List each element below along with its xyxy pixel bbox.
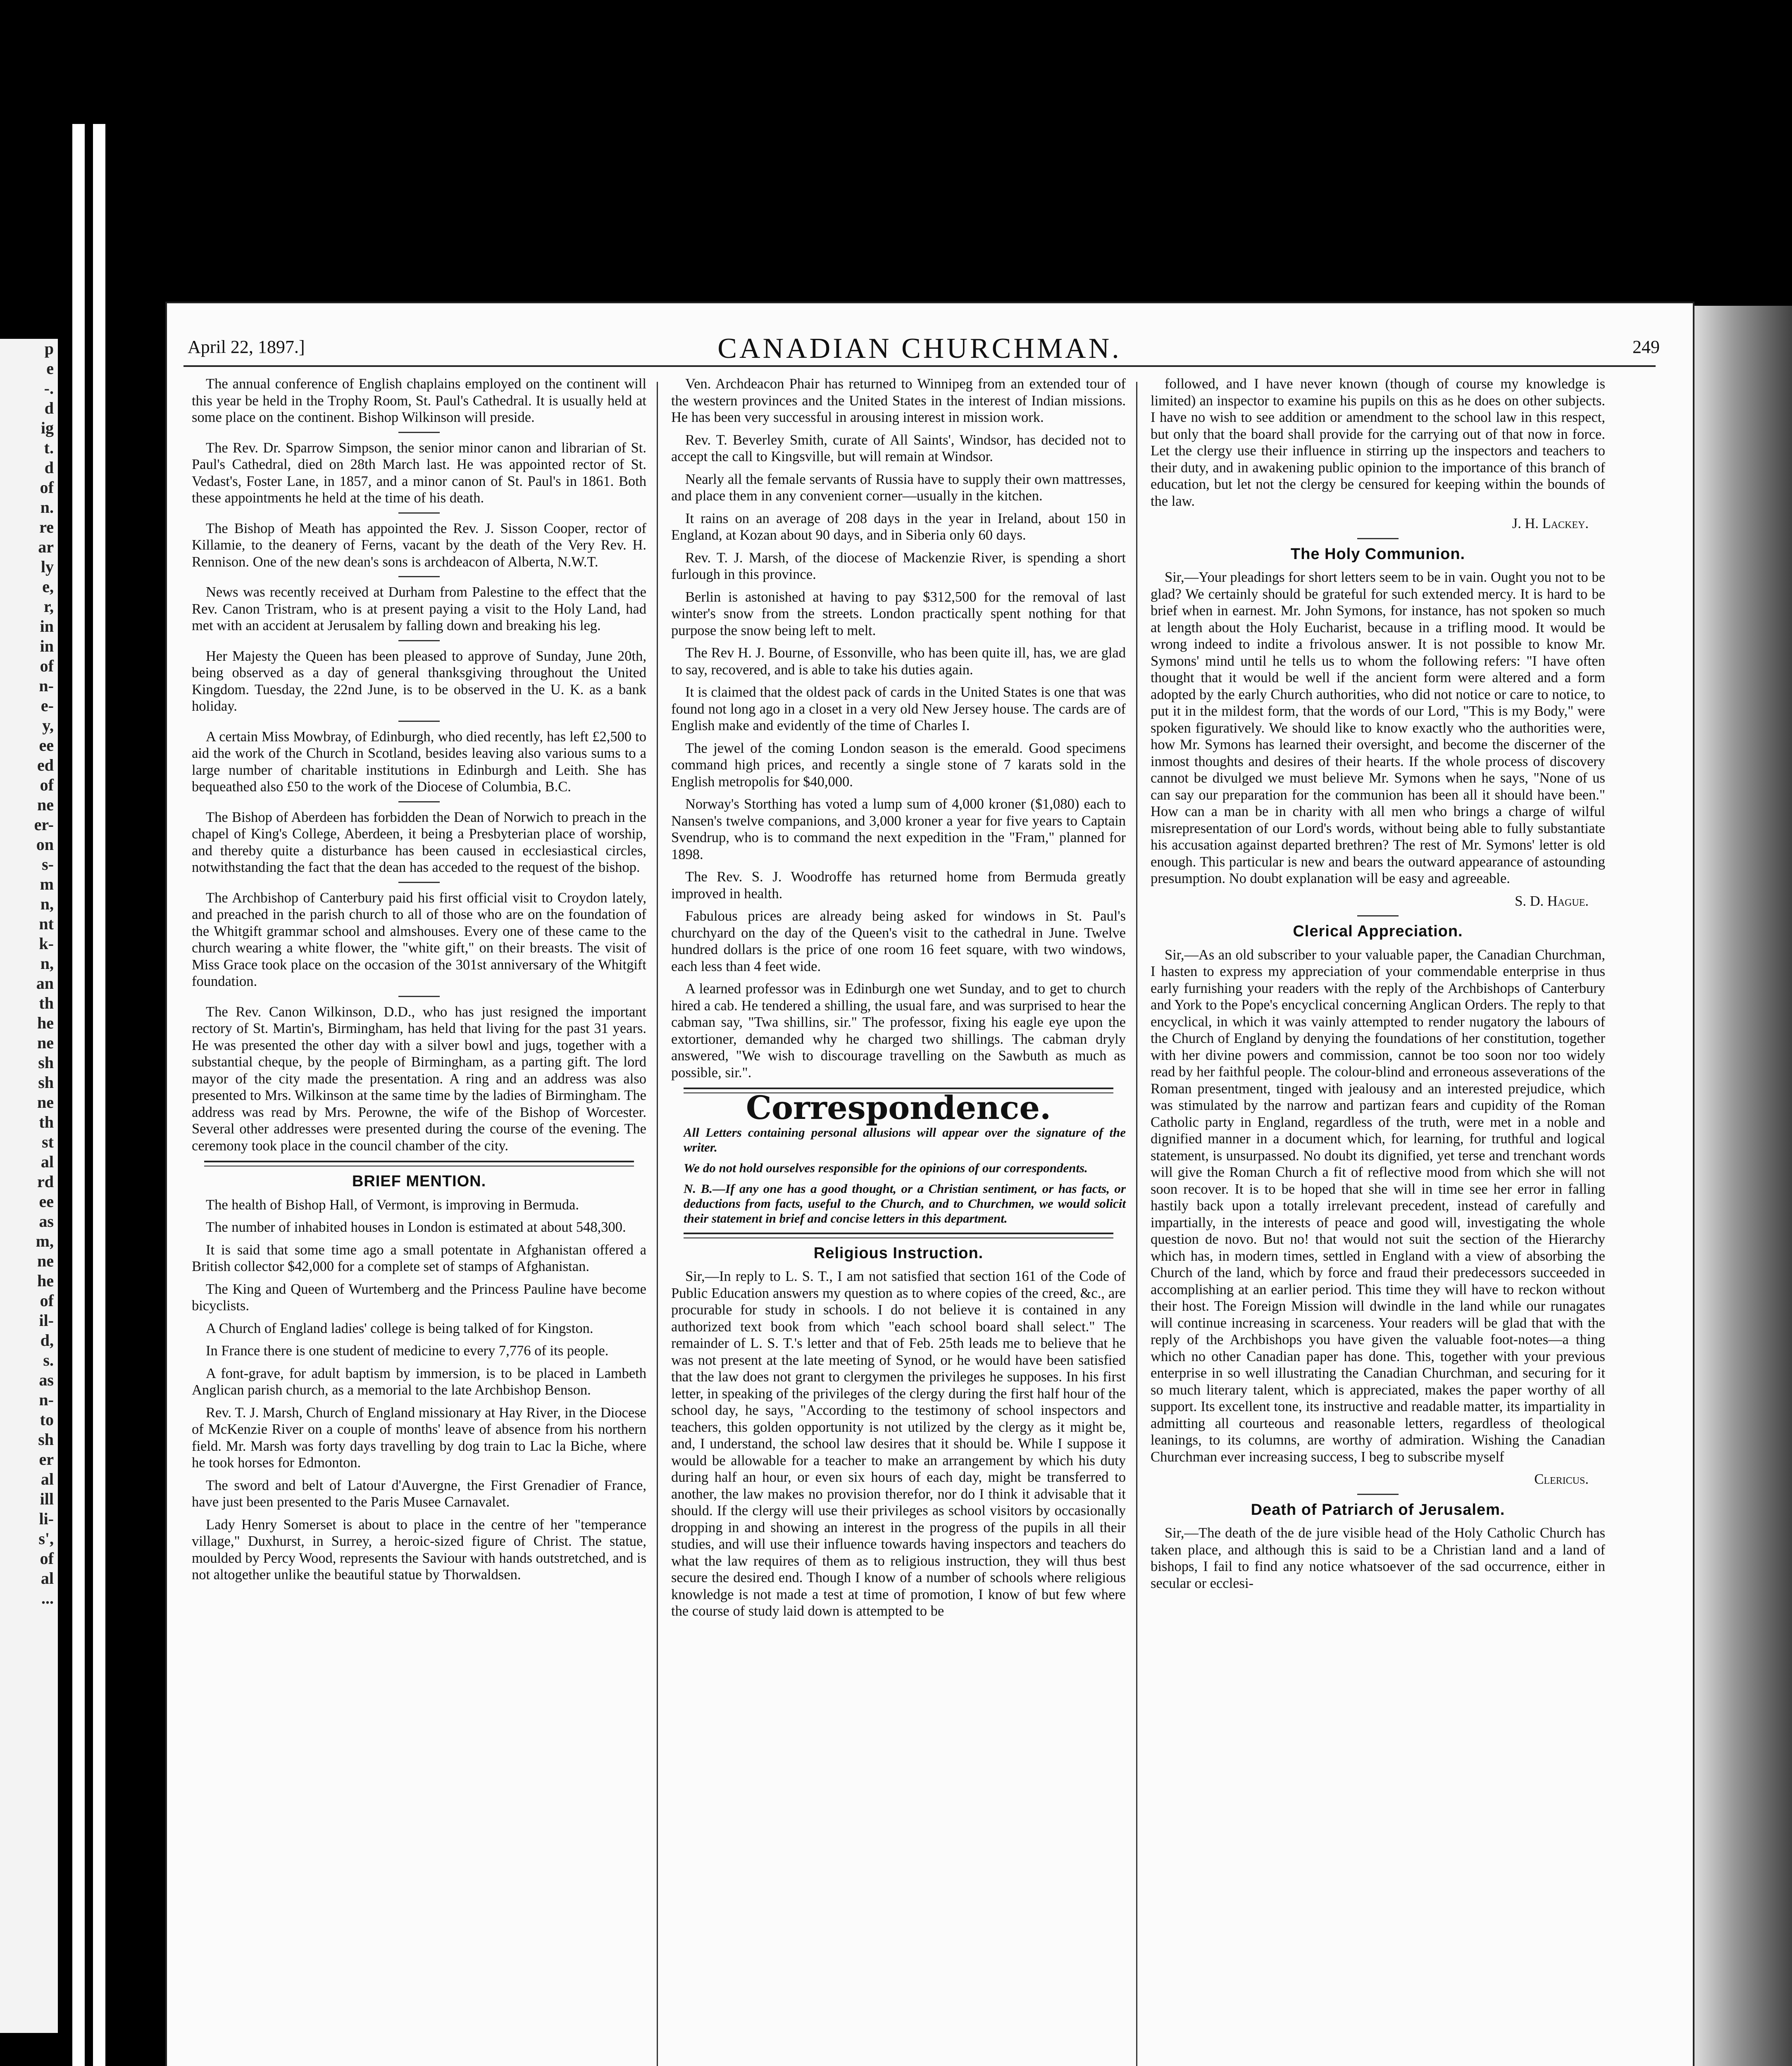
news-paragraph: The Archbishop of Canterbury paid his first official visit to Croydon lately, and preached in the parish church to all of those who are on the foundation of the Whitgift grammar school and almshouses. Every one of these came to the church wearing a white flower, the "white gift," on their breasts. The visit of Miss Grace took place on the occasion of the 301st anniversary of the Whitgift foundation. xyxy=(192,890,646,989)
margin-fragment: d, xyxy=(40,1331,54,1350)
separator-rule xyxy=(398,882,440,883)
column-2 xyxy=(671,376,1126,1626)
correspondence-title: Correspondence. xyxy=(746,1089,1051,1127)
separator-rule xyxy=(398,576,440,577)
margin-fragment: er- xyxy=(34,815,54,834)
margin-fragment: al xyxy=(41,1470,54,1488)
margin-fragment: -. xyxy=(44,379,54,397)
separator-rule xyxy=(398,721,440,722)
margin-fragment: as xyxy=(39,1212,54,1231)
separator-rule xyxy=(398,996,440,997)
news-paragraph: Norway's Storthing has voted a lump sum of 4,000 kroner ($1,080) each to Nansen's twelve companions, and 3,000 kroner a year for five years to Captain Svendrup, who is to command the next expedition in the "Fram," planned for 1898. xyxy=(671,796,1126,862)
news-paragraph: Her Majesty the Queen has been pleased to approve of Sunday, June 20th, being observed as a day of general thanksgiving throughout the United Kingdom. Tuesday, the 22nd June, is to be observed in the U. K. as a bank holiday. xyxy=(192,648,646,714)
margin-fragment: ly xyxy=(41,557,54,576)
news-paragraph: The Rev. Canon Wilkinson, D.D., who has just resigned the important rectory of St. Martin's, Birmingham, has held that living for the past 31 years. He was presented the other day with a silver bowl and jugs, together with a substantial cheque, by the people of Birmingham, as a parting gift. The lord mayor of the city made the presentation. A ring and an address was also presented to Mrs. Wilkinson at the same time by the ladies of Birmingham. The address was read by Mrs. Perowne, the wife of the Bishop of Worcester. Several other addresses were presented during the course of the evening. The ceremony took place in the council chamber of the city. xyxy=(192,1004,646,1154)
margin-fragment: s', xyxy=(38,1529,54,1548)
editorial-notice: N. B.—If any one has a good thought, or a Christian sentiment, or has facts, or deductions from facts, useful to the Church, and to Churchmen, we would solicit their statement in brief and concise letters in this department. xyxy=(684,1181,1126,1226)
news-paragraph: The Rev. Dr. Sparrow Simpson, the senior minor canon and librarian of St. Paul's Cathedral, died on 28th March last. He was appointed rector of St. Vedast's, Foster Lane, in 1857, and a minor canon of St. Paul's in 1861. Both these appointments he held at the time of his death. xyxy=(192,440,646,506)
column-1 xyxy=(192,376,646,1589)
letter-body: Sir,—As an old subscriber to your valuable paper, the Canadian Churchman, I hasten to express my appreciation of your commendable enterprise in thus early furnishing your readers with the reply of the Archbishops of Canterbury and York to the Pope's encyclical concerning Anglican Orders. The reply to that encyclical, in which it was vainly attempted to render nugatory the labours of the Church of England by denying the foundations of her constitution, together with her divine powers and commission, cannot be too soon nor too widely read by her faithful people. The colour-blind and erroneous asseverations of the Roman presentment, tinged with jealousy and an interested prejudice, which was stimulated by the narrow and partizan fears and cupidity of the Roman Catholic party in England, regardless of the truth, were met in a noble and dignified manner in a document which, for learning, for truthful and logical statement, is unsurpassed. No doubt its dignified, yet terse and trenchant words will give the Roman Church a fit of reflective mood from which she will not soon recover. It is to be hoped that she will in time see her error in falling hastily back upon a totally irrelevant precedent, instead of carefully and impartially, in the interests of peace and good will, investigating the whole question de novo. But no! that would not suit the section of the Hierarchy which has, in modern times, settled in England with a view of absorbing the Church of the land, which by force and fraud their predecessors succeeded in accomplishing at an earlier period. This time they will have to reckon without their host. The Foreign Mission will dwindle in the land while our runagates will continue increasing in scarceness. Your readers will be glad that with the reply of the Archbishops you have given the valuable foot-notes—a thing which no other Canadian paper has done. This, together with your previous enterprise in so well illustrating the Canadian Churchman, and securing for it so much literary talent, which is appreciated, makes the paper worthy of all support. Its excellent tone, its instructive and readable matter, its impartiality in admitting all courteous and reasonable letters, regardless of theological leanings, to its columns, are worthy of admiration. Wishing the Canadian Churchman ever increasing success, I beg to subscribe myself xyxy=(1151,947,1605,1465)
margin-fragment: li- xyxy=(39,1509,54,1528)
margin-fragment: re xyxy=(39,518,54,536)
separator-rule xyxy=(398,801,440,802)
header-rule xyxy=(183,365,1656,367)
brief-item: A Church of England ladies' college is being talked of for Kingston. xyxy=(206,1320,593,1336)
margin-fragment: s- xyxy=(42,855,54,874)
margin-fragment: ee xyxy=(39,736,54,755)
margin-fragment: s. xyxy=(43,1351,54,1369)
page-header xyxy=(179,328,1660,365)
news-paragraph: Ven. Archdeacon Phair has returned to Winnipeg from an extended tour of the western provinces and the United States in the interest of Indian missions. He has been very successful in arousing interest in mission work. xyxy=(671,376,1126,425)
margin-fragment: ee xyxy=(39,1192,54,1211)
margin-fragment: n- xyxy=(39,676,54,695)
news-paragraph: The Rev H. J. Bourne, of Essonville, who has been quite ill, has, we are glad to say, recovered, and is able to take his duties again. xyxy=(671,645,1126,678)
column-divider xyxy=(657,382,658,2066)
margin-fragment: in xyxy=(40,637,54,655)
news-paragraph: The Bishop of Meath has appointed the Rev. J. Sisson Cooper, rector of Killamie, to the deanery of Ferns, vacant by the death of the Very Rev. H. Rennison. One of the new dean's sons is archdeacon of Alberta, N.W.T. xyxy=(192,520,646,570)
brief-item: Rev. T. J. Marsh, Church of England missionary at Hay River, in the Diocese of McKenzie River on a couple of months' leave of absence from his northern field. Mr. Marsh was forty days travelling by dog train to Lac la Biche, where he took horses for Edmonton. xyxy=(192,1404,646,1471)
margin-fragment: e, xyxy=(42,577,54,596)
letter-body: Sir,—In reply to L. S. T., I am not satisfied that section 161 of the Code of Public Education answers my question as to where copies of the creed, &c., are procurable for study in schools. I do not believe it is contained in any authorized text book from which "each school board shall select." The remainder of L. S. T.'s letter and that of Feb. 25th leads me to believe that he was not present at the late meeting of Synod, or he would have been satisfied that the law does not grant to clergymen the privileges he supposes. In his first letter, in speaking of the privileges of the clergy during the first half hour of the school day, he says, "According to the testimony of school inspectors and teachers, this golden opportunity is not utilized by the clergy as it might be, and, I understand, the school law desires that it should be. While I suppose it would be allowable for a teacher to make an arrangement by which his duty during half an hour, or even six hours of each day, might be transferred to another, the law makes no provision therefor, nor do I think it advisable that it should. If the clergy will use their privileges as school visitors by occasionally dropping in and showing an interest in the progress of the pupils in all their studies, and will use their influence towards having inspectors and teachers do what the law requires of them as to religious instruction, they will thus best secure the desired end. Though I know of a number of schools where religious knowledge is not made a test at time of promotion, I know of but few where the course of study laid down is attempted to be xyxy=(671,1269,1126,1619)
margin-fragment: e xyxy=(46,359,54,378)
margin-fragment: of xyxy=(40,478,54,497)
book-binding xyxy=(1694,306,1792,2066)
margin-fragment: on xyxy=(36,835,54,854)
margin-fragment: ne xyxy=(37,1252,54,1270)
margin-fragment: of xyxy=(40,776,54,794)
margin-fragment: il- xyxy=(39,1311,54,1330)
news-paragraph: The Rev. S. J. Woodroffe has returned home from Bermuda greatly improved in health. xyxy=(671,869,1126,902)
margin-fragment: al xyxy=(41,1569,54,1588)
margin-fragment: t. xyxy=(44,438,54,457)
news-paragraph: A certain Miss Mowbray, of Edinburgh, who died recently, has left £2,500 to aid the work of the Church in Scotland, besides leaving also various sums to a large number of charitable institutions in Edinburgh and Leith. She has bequeathed also £50 to the work of the Diocese of Columbia, B.C. xyxy=(192,728,646,795)
editorial-notice: All Letters containing personal allusions will appear over the signature of the writer. xyxy=(684,1125,1126,1154)
news-paragraph: A learned professor was in Edinburgh one wet Sunday, and to get to church hired a cab. He tendered a shilling, the usual fare, and was surprised to hear the cabman say, "Twa shillins, sir." The professor, fixing his eagle eye upon the extortioner, demanded why he charged two shillings. The cabman dryly answered, "We wish to discourage travelling on the Sawbuth as much as possible, sir.". xyxy=(671,981,1126,1081)
previous-page-margin xyxy=(0,339,58,2033)
separator-rule xyxy=(1357,1494,1399,1495)
margin-fragment: ne xyxy=(37,1093,54,1112)
masthead-title: CANADIAN CHURCHMAN. xyxy=(717,333,1122,364)
column-divider xyxy=(1136,382,1137,2066)
double-rule xyxy=(684,1233,1113,1238)
margin-fragment: ne xyxy=(37,795,54,814)
news-paragraph: It is claimed that the oldest pack of cards in the United States is one that was found not long ago in a closet in a very old New Jersey house. The cards are of English make and evidently of the time of Charles I. xyxy=(671,684,1126,733)
margin-fragment: y, xyxy=(42,716,54,735)
brief-item: The health of Bishop Hall, of Vermont, is improving in Bermuda. xyxy=(206,1197,579,1213)
margin-fragment: as xyxy=(39,1371,54,1389)
brief-item: A font-grave, for adult baptism by immersion, is to be placed in Lambeth Anglican parish church, as a memorial to the late Archbishop Benson. xyxy=(192,1365,646,1398)
news-paragraph: Nearly all the female servants of Russia have to supply their own mattresses, and place them in any convenient corner—usually in the kitchen. xyxy=(671,471,1126,504)
margin-fragment: sh xyxy=(38,1430,54,1449)
scan-strip xyxy=(72,124,85,2066)
letter-body: Sir,—The death of the de jure visible head of the Holy Catholic Church has taken place, and although this is said to be a Christian land and a land of bishops, I fail to find any notice whatsoever of the sad occurrence, either in secular or ecclesi- xyxy=(1151,1525,1605,1591)
margin-fragment: al xyxy=(41,1152,54,1171)
separator-rule xyxy=(398,512,440,514)
margin-fragment: th xyxy=(39,1113,54,1131)
issue-date: April 22, 1897.] xyxy=(188,337,305,357)
letter-heading: Death of Patriarch of Jerusalem. xyxy=(1251,1501,1505,1519)
margin-fragment: ill xyxy=(40,1490,54,1508)
separator-rule xyxy=(398,432,440,433)
news-paragraph: News was recently received at Durham from Palestine to the effect that the Rev. Canon Tristram, who is at present paying a visit to the Holy Land, had met with an accident at Jerusalem by falling down and breaking his leg. xyxy=(192,584,646,633)
margin-fragment: sh xyxy=(38,1053,54,1072)
letter-heading: Religious Instruction. xyxy=(813,1244,984,1262)
separator-rule xyxy=(398,640,440,641)
margin-fragment: d xyxy=(44,458,54,477)
letter-body: Sir,—Your pleadings for short letters seem to be in vain. Ought you not to be glad? We certainly should be grateful for such extended mercy. It is hard to be brief when in earnest. Mr. John Symons, for instance, has not spoken so much at length about the Holy Eucharist, because in a trifling mood. It would be wrong indeed to indite a frivolous answer. It is not possible to know Mr. Symons' mind until he tells us to whom the following refers: "I have often thought that it would be well if the ancient form were altered and a form adopted by the early Church authorities, who did not notice or care to notice, to put it in the mildest form, that the words of our Lord, "This is my Body," were spoken figuratively. We should like to know exactly who the authorities were, how Mr. Symons has learned their oversight, and become the discerner of the inmost thoughts and desires of their hearts. If the whole process of discovery cannot be divulged we must believe Mr. Symons when he says, "None of us can say our preparation for the communion has been all it should have been." How can a man be in charity with all men who brings a charge of wilful misrepresentation of our Lord's words, without being able to fully substantiate his accusation against departed brethren? The rest of Mr. Symons' letter is old enough. This particular is new and bears the outward appearance of astounding presumption. No doubt explanation will be easy and agreeable. xyxy=(1151,569,1605,886)
letter-heading: Clerical Appreciation. xyxy=(1293,923,1463,940)
news-paragraph: Rev. T. J. Marsh, of the diocese of Mackenzie River, is spending a short furlough in this province. xyxy=(671,550,1126,582)
brief-item: The sword and belt of Latour d'Auvergne, the First Grenadier of France, have just been presented to the Paris Musee Carnavalet. xyxy=(192,1477,646,1510)
newspaper-page xyxy=(165,302,1694,2066)
margin-fragment: n, xyxy=(40,954,54,973)
news-paragraph: It rains on an average of 208 days in the year in Ireland, about 150 in England, at Kozan about 90 days, and in Siberia only 60 days. xyxy=(671,510,1126,543)
margin-fragment: k- xyxy=(39,934,54,953)
margin-fragment: to xyxy=(40,1410,54,1429)
margin-fragment: st xyxy=(42,1133,54,1151)
separator-rule xyxy=(1357,538,1399,539)
margin-fragment: n, xyxy=(40,895,54,913)
section-heading: BRIEF MENTION. xyxy=(352,1173,486,1190)
scan-strip xyxy=(93,124,105,2066)
letter-signature: S. D. Hague. xyxy=(1515,893,1589,909)
brief-item: It is said that some time ago a small potentate in Afghanistan offered a British collector $42,000 for a complete set of stamps of Afghanistan. xyxy=(192,1242,646,1274)
letter-body: followed, and I have never known (though of course my knowledge is limited) an inspector to examine his pupils on this as he does on other subjects. I have no wish to see addition or amendment to the school law in this respect, but only that the board shall provide for the carrying out of that now in force. Let the clergy use their influence in stirring up the inspectors and teachers to their duty, and in awakening public opinion to the importance of this branch of education, but let not the clergy be censured for keeping within the bounds of the law. xyxy=(1151,376,1605,509)
margin-fragment: of xyxy=(40,657,54,675)
brief-item: Lady Henry Somerset is about to place in the centre of her "temperance village," Duxhurst, in Surrey, a heroic-sized figure of Christ. The statue, moulded by Percy Wood, represents the Saviour with hands outstretched, and is not altogether unlike the beautiful statue by Thorwaldsen. xyxy=(192,1516,646,1583)
news-paragraph: Rev. T. Beverley Smith, curate of All Saints', Windsor, has decided not to accept the call to Kingsville, but will remain at Windsor. xyxy=(671,432,1126,464)
editorial-notice: We do not hold ourselves responsible for the opinions of our correspondents. xyxy=(684,1160,1088,1175)
brief-item: The number of inhabited houses in London is estimated at about 548,300. xyxy=(206,1219,626,1235)
margin-fragment: n. xyxy=(40,498,54,516)
page-number: 249 xyxy=(1632,337,1660,357)
margin-fragment: ig xyxy=(41,419,54,437)
brief-item: The King and Queen of Wurtemberg and the Princess Pauline have become bicyclists. xyxy=(192,1281,646,1314)
margin-fragment: of xyxy=(40,1291,54,1310)
margin-fragment: ne xyxy=(37,1033,54,1052)
letter-signature: J. H. Lackey. xyxy=(1512,516,1589,531)
margin-fragment: he xyxy=(37,1271,54,1290)
brief-item: In France there is one student of medicine to every 7,776 of its people. xyxy=(206,1343,609,1359)
margin-fragment: rd xyxy=(37,1172,54,1191)
margin-fragment: of xyxy=(40,1549,54,1568)
margin-fragment: ed xyxy=(37,756,54,774)
margin-fragment: th xyxy=(39,994,54,1012)
news-paragraph: The Bishop of Aberdeen has forbidden the Dean of Norwich to preach in the chapel of King's College, Aberdeen, it being a Presbyterian place of worship, and thereby quite a disturbance has been caused in ecclesiastical circles, notwithstanding the fact that the dean has acceded to the request of the bishop. xyxy=(192,809,646,875)
margin-fragment: ar xyxy=(38,538,54,556)
margin-fragment: e- xyxy=(41,696,54,715)
double-rule xyxy=(204,1161,634,1166)
margin-fragment: sh xyxy=(38,1073,54,1092)
margin-fragment: nt xyxy=(39,914,54,933)
margin-fragment: m, xyxy=(36,1232,54,1250)
margin-fragment: m xyxy=(40,875,54,893)
news-paragraph: Berlin is astonished at having to pay $312,500 for the removal of last winter's snow from the streets. London practically spent nothing for that purpose the snow being left to melt. xyxy=(671,589,1126,638)
news-paragraph: The jewel of the coming London season is the emerald. Good specimens command high prices, and recently a single stone of 7 karats sold in the English metropolis for $40,000. xyxy=(671,740,1126,790)
letter-heading: The Holy Communion. xyxy=(1290,545,1466,563)
margin-fragment: d xyxy=(44,399,54,417)
margin-fragment: an xyxy=(36,974,54,993)
margin-fragment: er xyxy=(39,1450,54,1469)
margin-fragment: r, xyxy=(43,597,54,616)
margin-fragment: n- xyxy=(39,1390,54,1409)
margin-fragment: ... xyxy=(41,1589,54,1607)
letter-signature: Clericus. xyxy=(1534,1471,1589,1487)
margin-fragment: p xyxy=(44,339,54,358)
margin-fragment: in xyxy=(40,617,54,636)
news-paragraph: The annual conference of English chaplains employed on the continent will this year be held in the Trophy Room, St. Paul's Cathedral. It is usually held at some place on the continent. Bishop Wilkinson will preside. xyxy=(192,376,646,425)
separator-rule xyxy=(1357,915,1399,916)
news-paragraph: Fabulous prices are already being asked for windows in St. Paul's churchyard on the day of the Queen's visit to the cathedral in June. Twelve hundred dollars is the price of one room 16 feet square, with two windows, each less than 4 feet wide. xyxy=(671,908,1126,974)
column-3 xyxy=(1151,376,1605,1597)
margin-fragment: he xyxy=(37,1014,54,1032)
